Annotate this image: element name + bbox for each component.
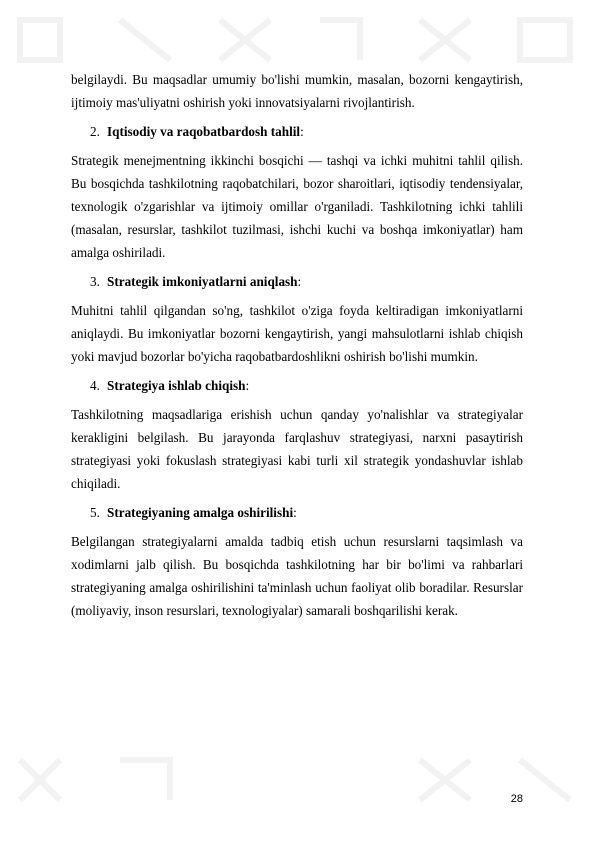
section-body-4: Tashkilotning maqsadlariga erishish uchun qanday yo'nalishlar va strategiyalar kerakligini belgilash. Bu jarayonda farqlashuv strategiyasi, narxni pasaytirish strategiyasi yoki fokuslash strategiyasi kabi turli xil strategik yondashuvlar ishlab chiqiladi. bbox=[71, 407, 523, 491]
section-heading-5: 5. Strategiyaning amalga oshirilishi: bbox=[90, 501, 523, 524]
page-number: 28 bbox=[510, 793, 523, 805]
section-title: Strategiyaning amalga oshirilishi bbox=[107, 505, 294, 520]
section-title: Iqtisodiy va raqobatbardosh tahlil bbox=[107, 124, 301, 139]
section-heading-2: 2. Iqtisodiy va raqobatbardosh tahlil: bbox=[90, 120, 523, 143]
section-body-3: Muhitni tahlil qilgandan so'ng, tashkilot o'ziga foyda keltiradigan imkoniyatlarni aniqlaydi. Bu imkoniyatlar bozorni kengaytirish, yangi mahsulotlarni ishlab chiqish yoki mavjud bozorlar bo'yicha raqobatbardoshlikni oshirish bo'lishi mumkin. bbox=[71, 303, 523, 364]
section-title: Strategiya ishlab chiqish bbox=[107, 378, 246, 393]
section-heading-4: 4. Strategiya ishlab chiqish: bbox=[90, 374, 523, 397]
section-body-2: Strategik menejmentning ikkinchi bosqichi — tashqi va ichki muhitni tahlil qilish. Bu bosqichda tashkilotning raqobatchilari, bozor sharoitlari, iqtisodiy tendensiyalar, texnologik o'zgarishlar va ijtimoiy omillar o'rganiladi. Tashkilotning ichki tahlili (masalan, resurslar, tashkilot tuzilmasi, ishchi kuchi va boshqa imkoniyatlar) ham amalga oshiriladi. bbox=[71, 153, 523, 260]
section-number: 2. bbox=[90, 124, 100, 139]
section-title: Strategik imkoniyatlarni aniqlash bbox=[107, 274, 298, 289]
section-heading-3: 3. Strategik imkoniyatlarni aniqlash: bbox=[90, 270, 523, 293]
section-body-5: Belgilangan strategiyalarni amalda tadbiq etish uchun resurslarni taqsimlash va xodimlarni jalb qilish. Bu bosqichda tashkilotning har bir bo'limi va rahbarlari strategiyaning amalga oshirilishini ta'minlash uchun faoliyat olib boradilar. Resurslar (moliyaviy, inson resurslari, texnologiyalar) samarali boshqarilishi kerak. bbox=[71, 534, 523, 618]
section-number: 3. bbox=[90, 274, 100, 289]
intro-paragraph: belgilaydi. Bu maqsadlar umumiy bo'lishi mumkin, masalan, bozorni kengaytirish, ijtimoiy mas'uliyatni oshirish yoki innovatsiyalarni rivojlantirish. bbox=[71, 72, 523, 110]
section-number: 4. bbox=[90, 378, 100, 393]
document-page bbox=[71, 68, 523, 622]
section-number: 5. bbox=[90, 505, 100, 520]
